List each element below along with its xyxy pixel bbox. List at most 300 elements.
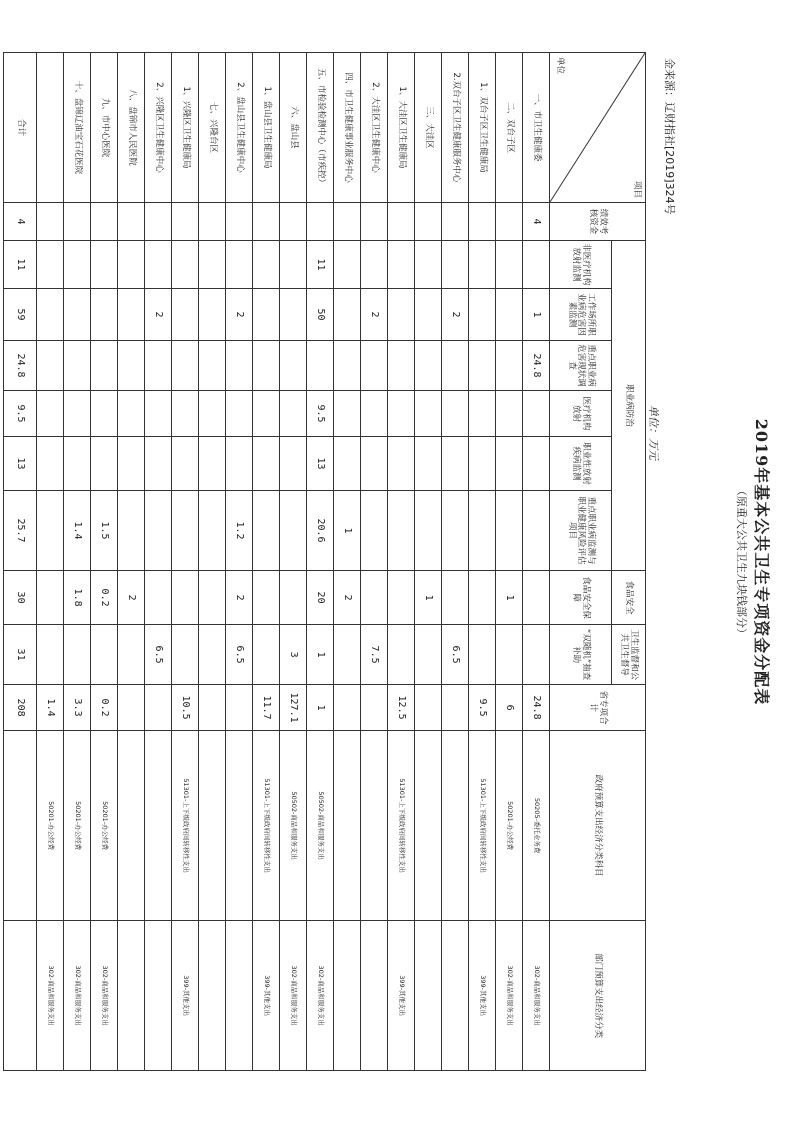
cell-occ-5 <box>388 437 415 491</box>
header-occ-col-6: 重点职业病监测与职业健康风险评估项目 <box>550 491 612 571</box>
cell-occ-2: 2 <box>145 289 172 341</box>
cell-total <box>199 685 226 731</box>
row-unit-name: 1、大洼区卫生健康局 <box>388 53 415 203</box>
cell-occ-4 <box>280 391 307 437</box>
cell-occ-3 <box>253 341 280 391</box>
table-header <box>550 53 646 1071</box>
cell-perf <box>37 203 64 241</box>
cell-total: 1.4 <box>37 685 64 731</box>
cell-perf <box>280 203 307 241</box>
cell-total: 1 <box>307 685 334 731</box>
cell-occ-4 <box>469 391 496 437</box>
cell-occ-3 <box>37 341 64 391</box>
header-govt-econ: 政府预算支出经济分类科目 <box>550 731 646 921</box>
cell-occ-1 <box>415 241 442 289</box>
cell-dept-econ: 399-其他支出 <box>253 921 280 1071</box>
cell-perf <box>307 203 334 241</box>
cell-occ-4 <box>118 391 145 437</box>
cell-occ-4: 9.5 <box>307 391 334 437</box>
cell-occ-3 <box>307 341 334 391</box>
cell-occ-1 <box>523 241 550 289</box>
total-perf: 4 <box>4 203 37 241</box>
cell-occ-6 <box>280 491 307 571</box>
cell-total: 3.3 <box>64 685 91 731</box>
cell-govt-econ: 51301-上下级政府间转移性支出 <box>172 731 199 921</box>
cell-occ-6 <box>145 491 172 571</box>
cell-occ-4 <box>226 391 253 437</box>
cell-health <box>37 625 64 685</box>
cell-occ-5 <box>172 437 199 491</box>
cell-health <box>496 625 523 685</box>
cell-occ-4 <box>334 391 361 437</box>
cell-occ-3 <box>118 341 145 391</box>
cell-total <box>334 685 361 731</box>
total-govt-empty <box>4 731 37 921</box>
cell-perf <box>496 203 523 241</box>
cell-occ-1 <box>253 241 280 289</box>
row-unit-name: 1、双台子区卫生健康局 <box>469 53 496 203</box>
cell-food <box>469 571 496 625</box>
cell-dept-econ <box>442 921 469 1071</box>
cell-occ-6 <box>496 491 523 571</box>
cell-perf: 4 <box>523 203 550 241</box>
table-row <box>64 53 91 1071</box>
cell-govt-econ: 51301-上下级政府间转移性支出 <box>469 731 496 921</box>
cell-occ-2 <box>334 289 361 341</box>
cell-occ-1 <box>388 241 415 289</box>
cell-health: 6.5 <box>442 625 469 685</box>
row-unit-name: 2、兴隆区卫生健康中心 <box>145 53 172 203</box>
table-row <box>523 53 550 1071</box>
header-perf: 绩效考核资金 <box>550 203 646 241</box>
cell-dept-econ: 302-商品和服务支出 <box>496 921 523 1071</box>
cell-perf <box>145 203 172 241</box>
cell-total <box>118 685 145 731</box>
cell-total <box>442 685 469 731</box>
cell-govt-econ <box>334 731 361 921</box>
cell-govt-econ <box>415 731 442 921</box>
cell-dept-econ <box>199 921 226 1071</box>
cell-health: 1 <box>307 625 334 685</box>
table-row <box>388 53 415 1071</box>
cell-occ-2 <box>388 289 415 341</box>
cell-dept-econ <box>226 921 253 1071</box>
cell-occ-3 <box>469 341 496 391</box>
cell-occ-6 <box>253 491 280 571</box>
cell-occ-3 <box>415 341 442 391</box>
header-occ-col-3: 重点职业病危害现状调查 <box>550 341 612 391</box>
cell-health <box>64 625 91 685</box>
table-row <box>334 53 361 1071</box>
header-occ-col-2: 工作场所职业病危害因素监测 <box>550 289 612 341</box>
cell-food: 2 <box>334 571 361 625</box>
total-dept-empty <box>4 921 37 1071</box>
header-occ-col-5: 职业性放射疾病监测 <box>550 437 612 491</box>
cell-occ-1 <box>172 241 199 289</box>
cell-occ-3 <box>172 341 199 391</box>
cell-occ-2 <box>199 289 226 341</box>
row-unit-name: 十、盘锦辽油宝石花医院 <box>64 53 91 203</box>
cell-occ-5 <box>496 437 523 491</box>
cell-govt-econ <box>442 731 469 921</box>
cell-occ-1 <box>361 241 388 289</box>
cell-total <box>145 685 172 731</box>
cell-occ-3 <box>442 341 469 391</box>
total-occ-3: 24.8 <box>4 341 37 391</box>
cell-govt-econ <box>361 731 388 921</box>
cell-total: 6 <box>496 685 523 731</box>
cell-occ-3 <box>64 341 91 391</box>
cell-dept-econ <box>361 921 388 1071</box>
cell-food <box>172 571 199 625</box>
cell-occ-2: 2 <box>226 289 253 341</box>
cell-dept-econ: 302-商品和服务支出 <box>307 921 334 1071</box>
cell-food <box>37 571 64 625</box>
cell-occ-6: 1.4 <box>64 491 91 571</box>
diagonal-top-label: 项目 <box>632 180 642 198</box>
cell-occ-2: 50 <box>307 289 334 341</box>
cell-occ-6 <box>199 491 226 571</box>
total-occ-1: 11 <box>4 241 37 289</box>
cell-total <box>226 685 253 731</box>
row-unit-name: 一、市卫生健康委 <box>523 53 550 203</box>
cell-health <box>91 625 118 685</box>
row-unit-name: 二、双台子区 <box>496 53 523 203</box>
cell-perf <box>91 203 118 241</box>
row-unit-name: 七、兴隆台区 <box>199 53 226 203</box>
cell-perf <box>172 203 199 241</box>
cell-health: 7.5 <box>361 625 388 685</box>
cell-health <box>523 625 550 685</box>
row-unit-name <box>37 53 64 203</box>
cell-occ-1 <box>496 241 523 289</box>
cell-occ-1 <box>226 241 253 289</box>
header-health-col: “双随机”抽查补助 <box>550 625 612 685</box>
cell-occ-3 <box>361 341 388 391</box>
cell-govt-econ <box>145 731 172 921</box>
table-row <box>496 53 523 1071</box>
row-unit-name: 2.双台子区卫生健康服务中心 <box>442 53 469 203</box>
cell-occ-1 <box>442 241 469 289</box>
cell-dept-econ: 302-商品和服务支出 <box>64 921 91 1071</box>
diagonal-bottom-label: 单位 <box>554 57 565 75</box>
table-row <box>145 53 172 1071</box>
cell-govt-econ: 50502-商品和服务支出 <box>307 731 334 921</box>
cell-occ-1 <box>37 241 64 289</box>
cell-govt-econ <box>118 731 145 921</box>
cell-perf <box>253 203 280 241</box>
cell-health: 3 <box>280 625 307 685</box>
cell-occ-5 <box>442 437 469 491</box>
cell-occ-4 <box>388 391 415 437</box>
cell-occ-5 <box>361 437 388 491</box>
cell-total: 12.5 <box>388 685 415 731</box>
cell-dept-econ <box>415 921 442 1071</box>
cell-occ-3 <box>91 341 118 391</box>
row-unit-name: 三、大洼区 <box>415 53 442 203</box>
cell-occ-2 <box>496 289 523 341</box>
cell-food: 1 <box>415 571 442 625</box>
cell-health <box>469 625 496 685</box>
cell-total: 11.7 <box>253 685 280 731</box>
row-unit-name: 2、大洼区卫生健康中心 <box>361 53 388 203</box>
cell-occ-2 <box>253 289 280 341</box>
cell-occ-4 <box>523 391 550 437</box>
cell-occ-1 <box>469 241 496 289</box>
cell-occ-5 <box>199 437 226 491</box>
cell-occ-6 <box>37 491 64 571</box>
cell-occ-2: 1 <box>523 289 550 341</box>
unit-note: 单位：万元 <box>647 405 660 460</box>
cell-health <box>253 625 280 685</box>
cell-occ-1 <box>280 241 307 289</box>
cell-total <box>415 685 442 731</box>
cell-govt-econ: 50201-办公经费 <box>496 731 523 921</box>
totals-row <box>4 53 37 1071</box>
cell-govt-econ: 51301-上下级政府间转移性支出 <box>253 731 280 921</box>
cell-health <box>334 625 361 685</box>
cell-occ-4 <box>496 391 523 437</box>
cell-dept-econ: 399-其他支出 <box>172 921 199 1071</box>
table-body <box>4 53 550 1071</box>
cell-occ-6 <box>469 491 496 571</box>
cell-occ-5 <box>226 437 253 491</box>
cell-total: 0.2 <box>91 685 118 731</box>
cell-occ-4 <box>145 391 172 437</box>
row-unit-name: 六、盘山县 <box>280 53 307 203</box>
cell-food: 2 <box>226 571 253 625</box>
cell-occ-5 <box>469 437 496 491</box>
cell-occ-2 <box>280 289 307 341</box>
cell-occ-5 <box>334 437 361 491</box>
cell-occ-6: 20.6 <box>307 491 334 571</box>
cell-occ-2 <box>118 289 145 341</box>
cell-occ-1 <box>145 241 172 289</box>
total-food: 30 <box>4 571 37 625</box>
cell-food <box>388 571 415 625</box>
cell-occ-2 <box>415 289 442 341</box>
table-row <box>253 53 280 1071</box>
table-row <box>172 53 199 1071</box>
row-unit-name: 九、市中心医院 <box>91 53 118 203</box>
cell-food: 20 <box>307 571 334 625</box>
table-row <box>118 53 145 1071</box>
diagonal-line <box>550 53 645 202</box>
cell-occ-6 <box>442 491 469 571</box>
cell-occ-3: 24.8 <box>523 341 550 391</box>
allocation-table <box>3 52 646 1071</box>
cell-perf <box>334 203 361 241</box>
cell-occ-2 <box>91 289 118 341</box>
header-dept-econ: 部门预算支出经济分类 <box>550 921 646 1071</box>
cell-food <box>361 571 388 625</box>
cell-govt-econ: 50201-办公经费 <box>91 731 118 921</box>
row-unit-name: 八、盘锦市人民医院 <box>118 53 145 203</box>
cell-occ-6 <box>118 491 145 571</box>
document-title: 2019年基本公共卫生专项资金分配表 <box>752 418 771 706</box>
row-unit-name: 1、盘山县卫生健康局 <box>253 53 280 203</box>
cell-occ-3 <box>145 341 172 391</box>
cell-occ-6 <box>361 491 388 571</box>
cell-occ-2 <box>469 289 496 341</box>
total-health: 31 <box>4 625 37 685</box>
table-row <box>442 53 469 1071</box>
header-occ-col-4: 医疗机构放射 <box>550 391 612 437</box>
total-occ-5: 13 <box>4 437 37 491</box>
cell-perf <box>442 203 469 241</box>
totals-label: 合计 <box>4 53 37 203</box>
cell-occ-1 <box>118 241 145 289</box>
cell-occ-6 <box>388 491 415 571</box>
cell-occ-4 <box>253 391 280 437</box>
cell-occ-6 <box>415 491 442 571</box>
table-row <box>469 53 496 1071</box>
cell-occ-5 <box>253 437 280 491</box>
cell-occ-4 <box>172 391 199 437</box>
cell-govt-econ: 51301-上下级政府间转移性支出 <box>388 731 415 921</box>
cell-health: 6.5 <box>145 625 172 685</box>
cell-govt-econ: 50201-办公经费 <box>64 731 91 921</box>
cell-health <box>415 625 442 685</box>
cell-occ-5: 13 <box>307 437 334 491</box>
total-occ-2: 59 <box>4 289 37 341</box>
cell-occ-5 <box>280 437 307 491</box>
cell-perf <box>388 203 415 241</box>
cell-health <box>199 625 226 685</box>
cell-occ-5 <box>145 437 172 491</box>
cell-occ-3 <box>280 341 307 391</box>
cell-occ-5 <box>64 437 91 491</box>
cell-occ-6: 1.5 <box>91 491 118 571</box>
cell-govt-econ <box>226 731 253 921</box>
cell-total: 10.5 <box>172 685 199 731</box>
cell-perf <box>64 203 91 241</box>
cell-occ-6: 1.2 <box>226 491 253 571</box>
cell-occ-1: 11 <box>307 241 334 289</box>
cell-occ-1 <box>64 241 91 289</box>
cell-food: 1.8 <box>64 571 91 625</box>
header-health-group: 卫生监督和公共卫生督导 <box>612 625 646 685</box>
total-occ-6: 25.7 <box>4 491 37 571</box>
cell-food <box>523 571 550 625</box>
cell-dept-econ <box>334 921 361 1071</box>
cell-govt-econ: 50502-商品和服务支出 <box>280 731 307 921</box>
cell-occ-4 <box>91 391 118 437</box>
cell-dept-econ <box>118 921 145 1071</box>
cell-occ-4 <box>361 391 388 437</box>
cell-perf <box>199 203 226 241</box>
cell-occ-2: 2 <box>361 289 388 341</box>
total-grand: 208 <box>4 685 37 731</box>
cell-occ-2 <box>172 289 199 341</box>
row-unit-name: 2、盘山县卫生健康中心 <box>226 53 253 203</box>
cell-perf <box>118 203 145 241</box>
row-unit-name: 四、市卫生健康事业服务中心 <box>334 53 361 203</box>
cell-occ-3 <box>334 341 361 391</box>
table-row <box>280 53 307 1071</box>
cell-occ-4 <box>442 391 469 437</box>
cell-dept-econ: 302-商品和服务支出 <box>280 921 307 1071</box>
cell-occ-5 <box>523 437 550 491</box>
table-row <box>37 53 64 1071</box>
cell-occ-5 <box>118 437 145 491</box>
cell-food <box>253 571 280 625</box>
table-row <box>361 53 388 1071</box>
cell-occ-1 <box>199 241 226 289</box>
cell-total: 127.1 <box>280 685 307 731</box>
cell-dept-econ: 302-商品和服务支出 <box>37 921 64 1071</box>
cell-occ-3 <box>199 341 226 391</box>
total-occ-4: 9.5 <box>4 391 37 437</box>
cell-food: 2 <box>118 571 145 625</box>
cell-occ-5 <box>37 437 64 491</box>
cell-occ-5 <box>415 437 442 491</box>
header-occ-col-1: 非医疗机构放射监测 <box>550 241 612 289</box>
cell-perf <box>469 203 496 241</box>
diagonal-header-cell <box>550 53 646 203</box>
cell-dept-econ: 399-其他支出 <box>469 921 496 1071</box>
cell-occ-1 <box>334 241 361 289</box>
cell-occ-2 <box>64 289 91 341</box>
cell-total: 24.8 <box>523 685 550 731</box>
cell-occ-6: 1 <box>334 491 361 571</box>
cell-perf <box>361 203 388 241</box>
cell-govt-econ: 50201-办公经费 <box>37 731 64 921</box>
header-total: 省专项合计 <box>550 685 646 731</box>
table-row <box>307 53 334 1071</box>
table-row <box>199 53 226 1071</box>
cell-food <box>145 571 172 625</box>
cell-govt-econ <box>199 731 226 921</box>
row-unit-name: 1、兴隆区卫生健康局 <box>172 53 199 203</box>
cell-occ-4 <box>64 391 91 437</box>
cell-occ-3 <box>226 341 253 391</box>
cell-dept-econ <box>145 921 172 1071</box>
cell-total <box>361 685 388 731</box>
cell-occ-6 <box>523 491 550 571</box>
table-row <box>91 53 118 1071</box>
header-food-group: 食品安全 <box>612 571 646 625</box>
table-row <box>226 53 253 1071</box>
cell-occ-4 <box>415 391 442 437</box>
cell-perf <box>415 203 442 241</box>
funding-source: 金来源：辽财指社[2019]324号 <box>663 58 676 215</box>
cell-occ-2: 2 <box>442 289 469 341</box>
document-subtitle: （原重大公共卫生九块钱部分） <box>735 485 748 639</box>
cell-occ-4 <box>199 391 226 437</box>
cell-dept-econ: 302-商品和服务支出 <box>91 921 118 1071</box>
cell-occ-4 <box>37 391 64 437</box>
cell-health: 6.5 <box>226 625 253 685</box>
cell-health <box>172 625 199 685</box>
cell-total: 9.5 <box>469 685 496 731</box>
cell-occ-1 <box>91 241 118 289</box>
header-food-col: 食品安全保障 <box>550 571 612 625</box>
cell-food <box>442 571 469 625</box>
header-occupational-group: 职业病防治 <box>612 241 646 571</box>
cell-food: 0.2 <box>91 571 118 625</box>
cell-dept-econ: 302-商品和服务支出 <box>523 921 550 1071</box>
cell-food <box>280 571 307 625</box>
table-row <box>415 53 442 1071</box>
cell-occ-5 <box>91 437 118 491</box>
cell-occ-3 <box>496 341 523 391</box>
cell-perf <box>226 203 253 241</box>
cell-dept-econ: 399-其他支出 <box>388 921 415 1071</box>
cell-occ-3 <box>388 341 415 391</box>
cell-health <box>388 625 415 685</box>
cell-occ-2 <box>37 289 64 341</box>
